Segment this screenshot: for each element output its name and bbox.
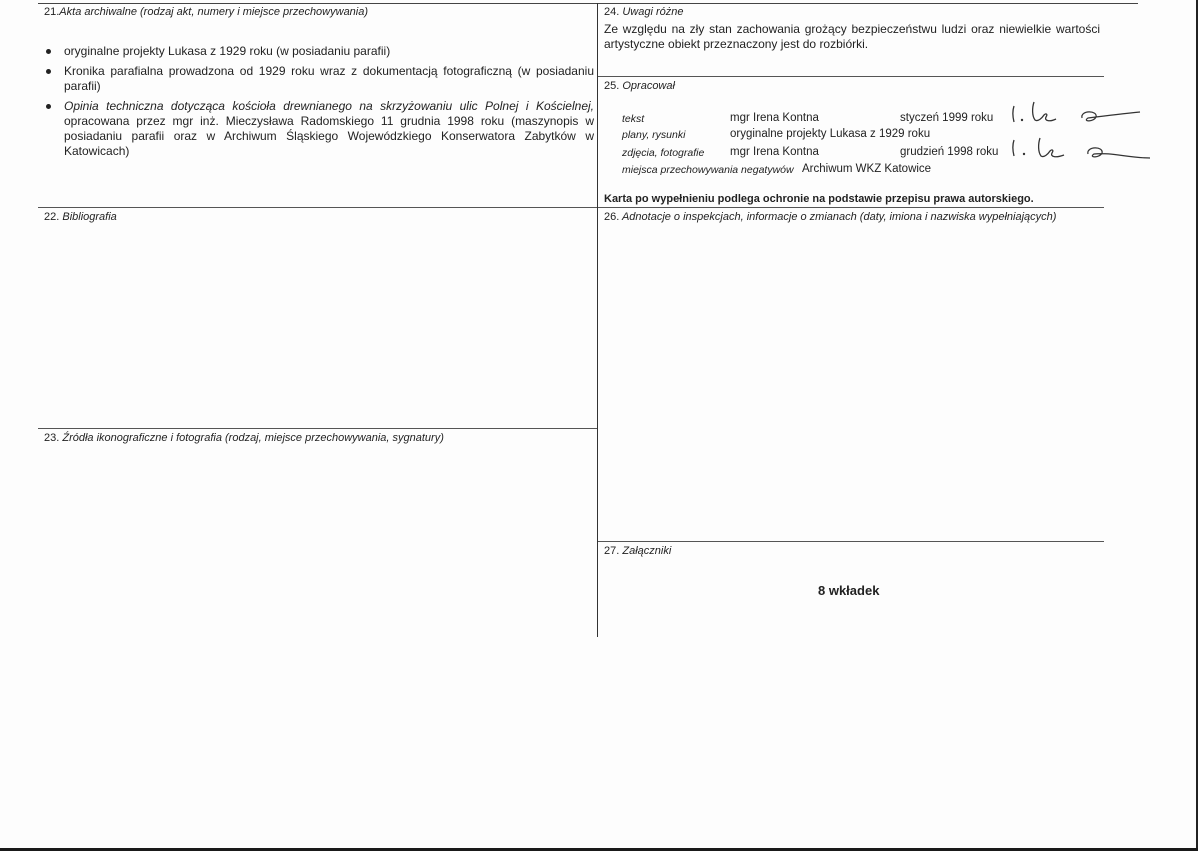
section-25-number: 25.: [604, 80, 620, 92]
section-23-title: Źródła ikonograficzne i fotografia (rodzaj, miejsce przechowywania, sygnatury): [62, 432, 444, 444]
section-24-label: [604, 6, 684, 18]
top-border: [38, 3, 1138, 4]
divider: [38, 207, 597, 208]
row-value: Archiwum WKZ Katowice: [802, 163, 932, 175]
row-date: styczeń 1999 roku: [900, 112, 994, 124]
list-item-text: Kronika parafialna prowadzona od 1929 roku wraz z dokumentacją fotograficzną (w posiadaniu parafii): [64, 64, 594, 93]
section-24-text: Ze względu na zły stan zachowania grożący bezpieczeństwu ludzi oraz niewielkie wartości artystyczne obiekt przeznaczony jest do rozbiórki.: [604, 22, 1100, 51]
section-26-number: 26.: [604, 211, 620, 223]
row-value: mgr Irena Kontna: [730, 112, 819, 124]
list-item-lead: Opinia techniczna dotycząca kościoła drewnianego na skrzyżowaniu ulic Polnej i Kościelnej,: [64, 99, 594, 113]
row-value: oryginalne projekty Lukasa z 1929 roku: [730, 128, 931, 140]
row-key: plany, rysunki: [622, 129, 686, 141]
divider: [598, 76, 1104, 77]
section-22-title: Bibliografia: [62, 211, 117, 223]
signature-icon: [1008, 134, 1152, 170]
section-26-title: Adnotacje o inspekcjach, informacje o zmianach (daty, imiona i nazwiska wypełniających): [621, 211, 1057, 223]
section-21-title: Akta archiwalne (rodzaj akt, numery i miejsce przechowywania): [59, 6, 369, 18]
row-key: miejsca przechowywania negatywów: [622, 164, 794, 176]
section-27-label: [604, 545, 671, 557]
section-21-list: [44, 44, 594, 164]
row-value: mgr Irena Kontna: [730, 146, 819, 158]
row-date: grudzień 1998 roku: [900, 146, 999, 158]
copyright-note: Karta po wypełnieniu podlega ochronie na podstawie przepisu prawa autorskiego.: [604, 193, 1034, 205]
section-22-number: 22.: [44, 211, 60, 223]
list-item: [44, 44, 594, 59]
section-23-label: [44, 432, 444, 444]
section-23-number: 23.: [44, 432, 60, 444]
section-27-number: 27.: [604, 545, 620, 557]
signature-icon: [1008, 98, 1142, 134]
divider: [598, 541, 1104, 542]
divider: [38, 428, 597, 429]
list-item: [44, 99, 594, 159]
section-24-title: Uwagi różne: [622, 6, 684, 18]
section-25-label: [604, 80, 675, 92]
row-key: tekst: [622, 113, 645, 125]
attachments-value: 8 wkładek: [818, 583, 880, 598]
list-item: [44, 64, 594, 94]
section-25-title: Opracował: [622, 80, 675, 92]
section-22-label: [44, 211, 117, 223]
section-26-label: [604, 211, 1056, 223]
section-21-label: [44, 6, 368, 18]
section-21-number: 21.: [44, 6, 60, 18]
list-item-rest: opracowana przez mgr inż. Mieczysława Radomskiego 11 grudnia 1998 roku (maszynopis w posiadaniu parafii oraz w Archiwum Śląskiego Wojewódzkiego Konserwatora Zabytków w Katowicach): [64, 114, 594, 158]
section-24-number: 24.: [604, 6, 620, 18]
section-27-title: Załączniki: [622, 545, 672, 557]
list-item-text: oryginalne projekty Lukasa z 1929 roku (w posiadaniu parafii): [64, 44, 391, 58]
divider: [598, 207, 1104, 208]
row-key: zdjęcia, fotografie: [622, 147, 705, 159]
